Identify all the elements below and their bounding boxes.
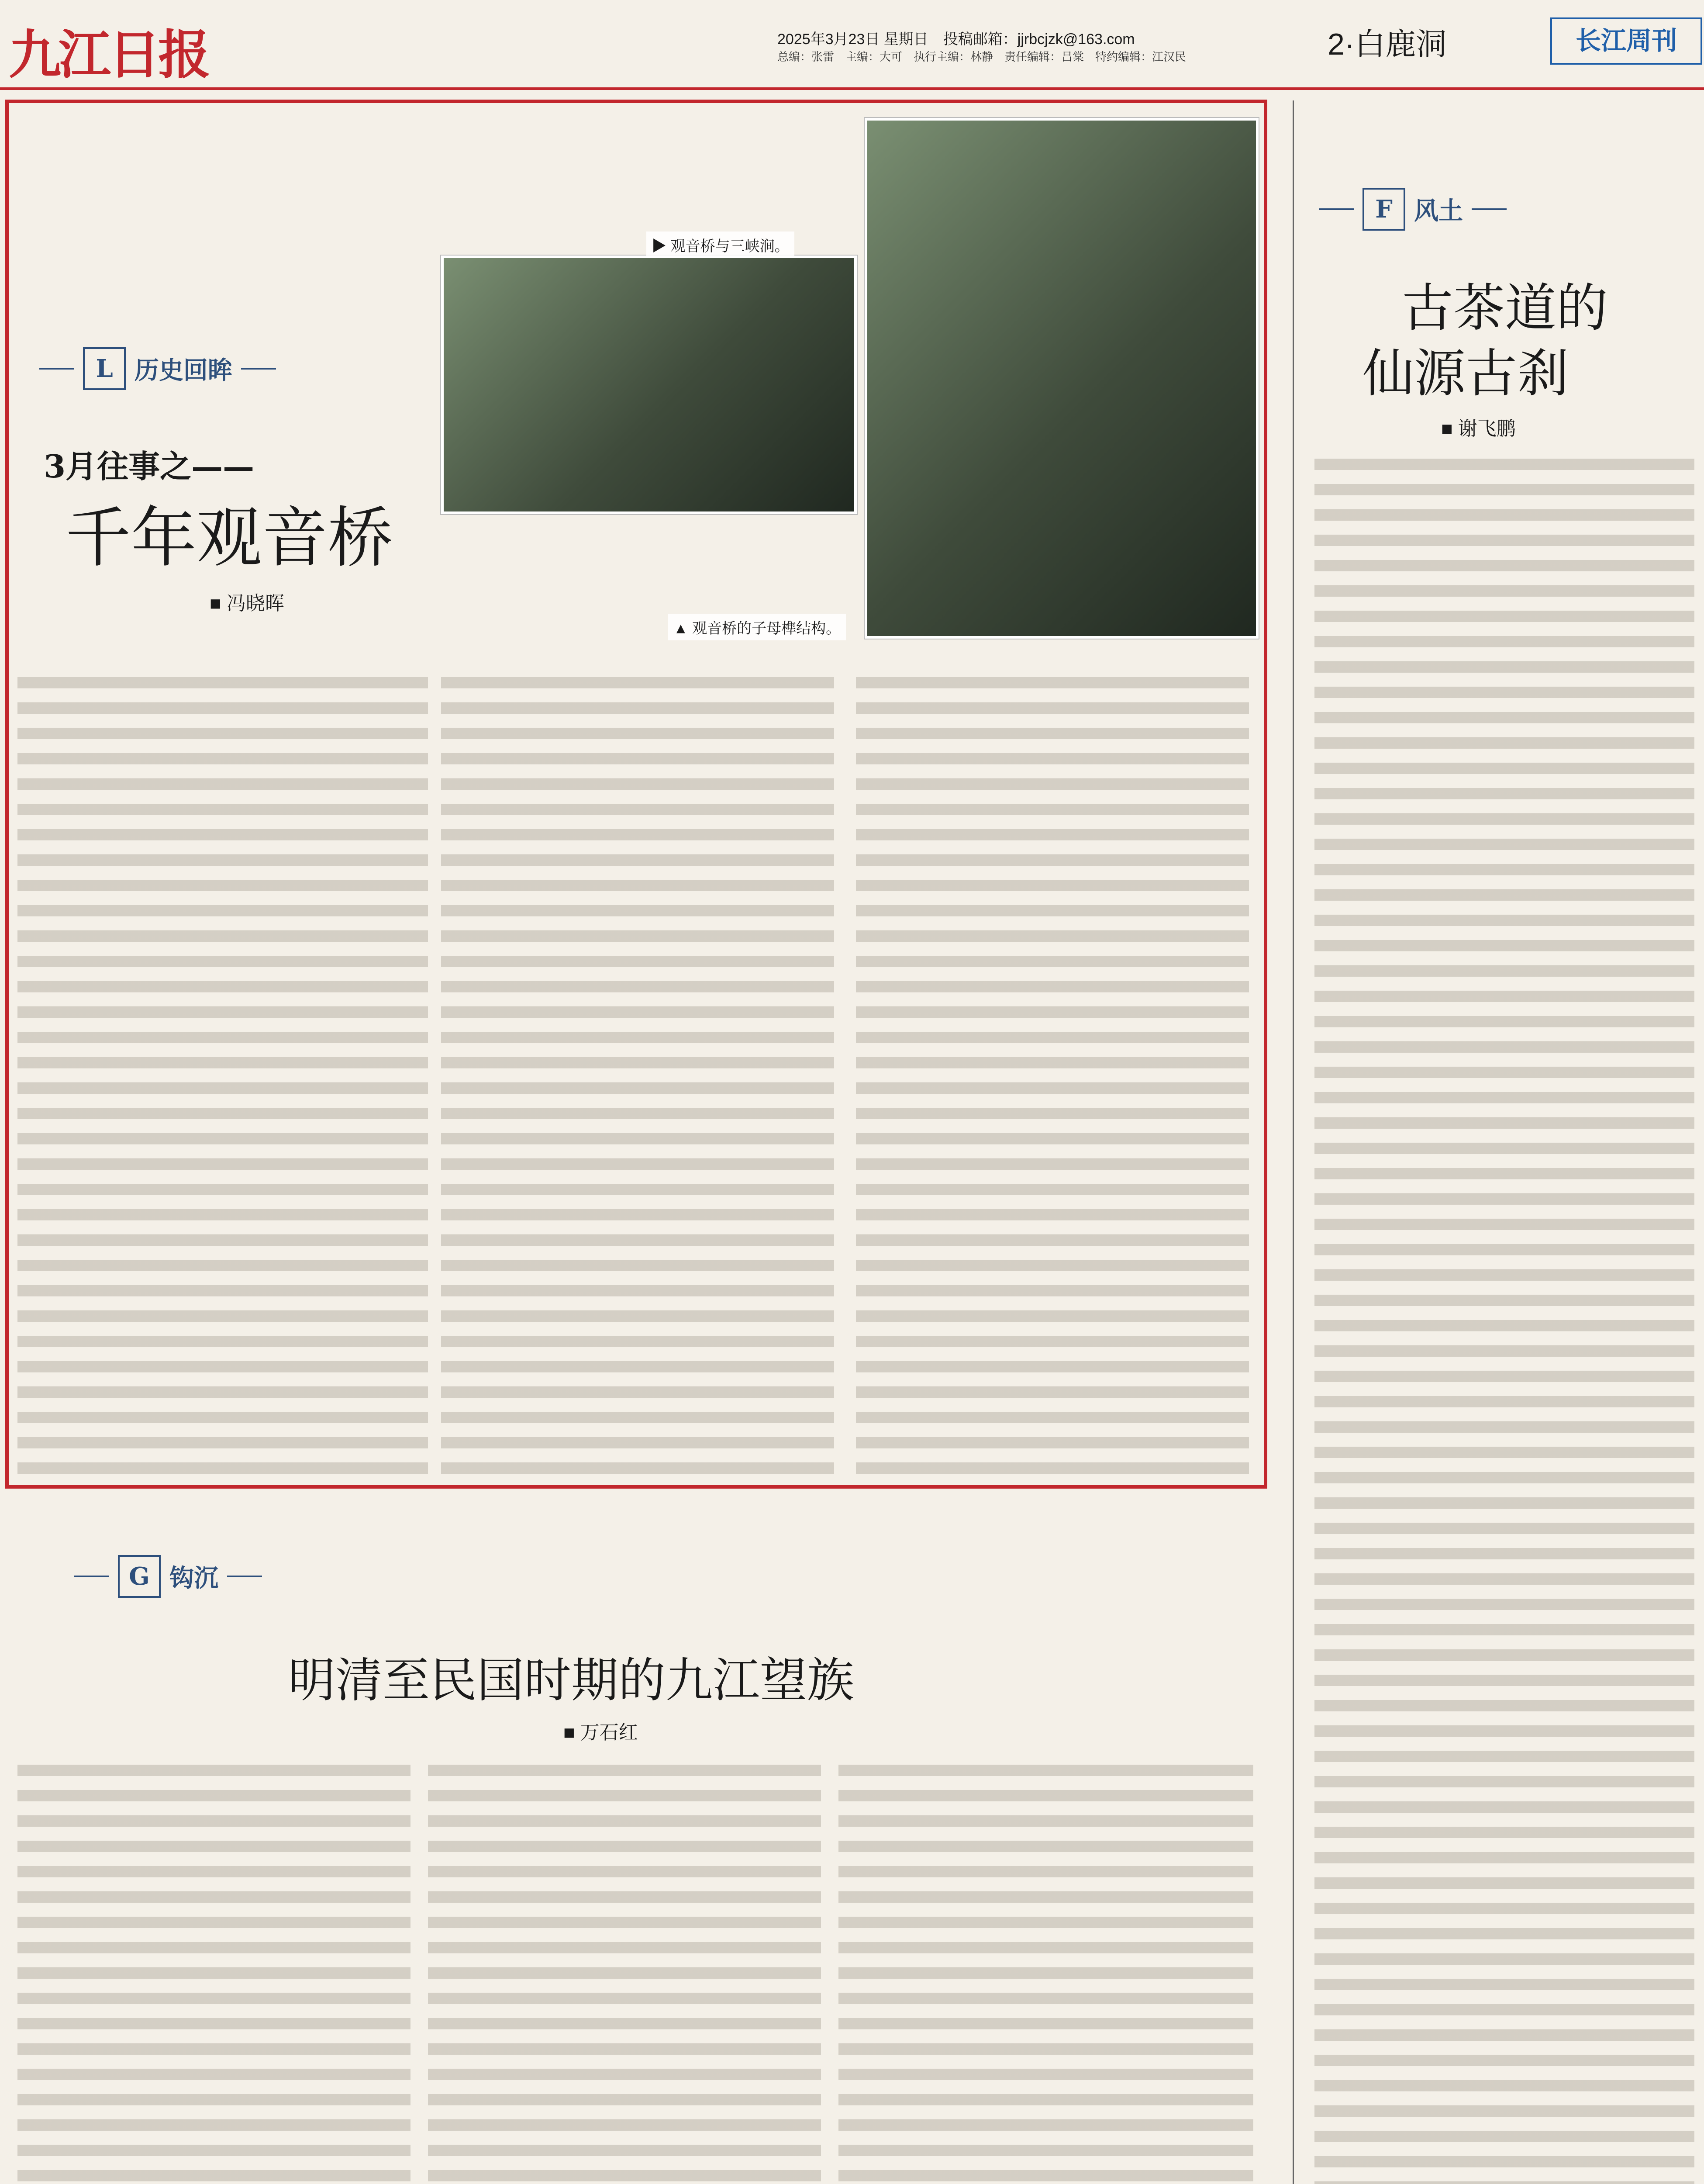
feature-left-title: 千年观音桥 <box>66 500 393 576</box>
feature-bottom-body-col1 <box>17 1765 410 2184</box>
bridge-photo-mortise <box>865 118 1259 639</box>
caption-mortise: ▲ 观音桥的子母榫结构。 <box>668 614 846 640</box>
feature-left-body-col1 <box>17 677 428 1476</box>
bridge-photo-gorge <box>441 256 857 514</box>
column-divider <box>1293 100 1294 2184</box>
feature-left-body-col2 <box>441 677 834 1476</box>
caption-gorge: ▶ 观音桥与三峡涧。 <box>646 232 794 258</box>
masthead <box>0 0 1704 90</box>
feature-right-body <box>1314 459 1694 2184</box>
kicker-history: L 历史回眸 <box>39 347 276 390</box>
kicker-history-notes: G 钩沉 <box>74 1555 262 1598</box>
feature-right-title-1: 古茶道的 <box>1402 278 1608 338</box>
kicker-customs: F 风土 <box>1319 188 1507 231</box>
feature-left-body-col3 <box>856 677 1249 1476</box>
feature-left-subtitle: 3月往事之—— <box>44 448 255 485</box>
feature-bottom-byline: ■ 万石红 <box>563 1722 638 1743</box>
editorial-line: 总编：张雷 主编：大可 执行主编：林静 责任编辑：吕棠 特约编辑：江汉民 <box>777 50 1187 63</box>
feature-left-byline: ■ 冯晓晖 <box>210 593 284 614</box>
feature-right-title-2: 仙源古刹 <box>1363 343 1569 404</box>
feature-right-byline: ■ 谢飞鹏 <box>1441 418 1516 439</box>
page-number: 2·白鹿洞 <box>1328 27 1447 61</box>
feature-bottom-body-col3 <box>838 1765 1253 2184</box>
section-tag: 长江周刊 <box>1550 17 1702 65</box>
feature-bottom-title: 明清至民国时期的九江望族 <box>288 1653 855 1708</box>
date-line: 2025年3月23日 星期日 投稿邮箱：jjrbcjzk@163.com <box>777 31 1135 48</box>
feature-bottom-body-col2 <box>428 1765 821 2184</box>
newspaper-logo: 九江日报 <box>9 24 208 86</box>
